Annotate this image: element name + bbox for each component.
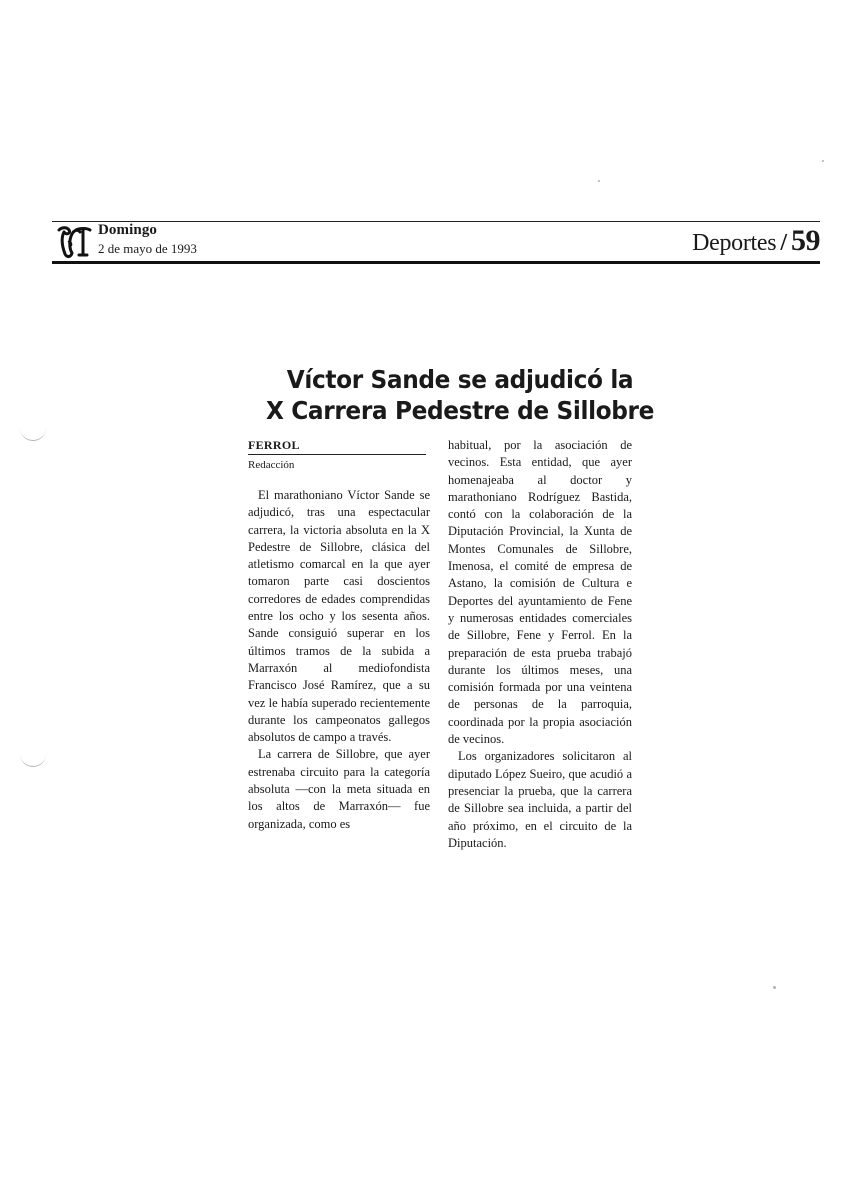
paragraph: La carrera de Sillobre, que ayer estrenaba circuito para la categoría absoluta —con la meta situada en los altos de Marraxón— fue organizada, como es	[248, 747, 430, 831]
scan-dot	[822, 160, 824, 162]
scan-mark	[20, 420, 46, 441]
section-name: Deportes	[692, 230, 777, 256]
paragraph: habitual, por la asociación de vecinos. Esta entidad, que ayer homenajeaba al doctor y marathoniano Rodríguez Bastida, contó con la colaboración de la Diputación Provincial, la Xunta de Montes Comunales de Sillobre, Imenosa, el comité de empresa de Astano, la comisión de Cultura e Deportes del ayuntamiento de Fene y numerosas entidades comerciales de Sillobre, Fene y Ferrol. En la preparación de esta prueba trabajó durante los últimos meses, una comisión formada por una veintena de personas de la parroquia, coordinada por la propia asociación de vecinos.	[448, 438, 632, 747]
byline	[248, 437, 428, 472]
article-column-1	[248, 487, 430, 833]
header-bottom-rule	[52, 261, 820, 264]
section-label	[692, 224, 820, 258]
byline-city: FERROL	[248, 438, 300, 452]
byline-rule	[248, 454, 426, 455]
scan-dot	[598, 180, 600, 182]
byline-desk: Redacción	[248, 459, 295, 471]
article-column-2	[448, 437, 632, 852]
header-day: Domingo	[98, 222, 158, 238]
scan-mark	[20, 746, 46, 767]
newspaper-logo-icon	[56, 224, 92, 260]
page-header	[52, 216, 820, 268]
paragraph: Los organizadores solicitaron al diputado López Sueiro, que acudió a presenciar la prueba, que la carrera de Sillobre sea incluida, a partir del año próximo, en el circuito de la Diputación.	[448, 749, 632, 850]
paragraph: El marathoniano Víctor Sande se adjudicó, tras una espectacular carrera, la victoria absoluta en la X Pedestre de Sillobre, clásica del atletismo comarcal en la que ayer tomaron parte casi doscientos corredores de edades comprendidas entre los ocho y los sesenta años. Sande consiguió superar en los últimos tramos de la subida a Marraxón al mediofondista Francisco José Ramírez, que a su vez le había superado recientemente durante los campeonatos gallegos absolutos de campo a través.	[248, 488, 430, 745]
page-number: 59	[791, 224, 820, 257]
article-headline	[218, 364, 702, 426]
headline-line-1: Víctor Sande se adjudicó la	[286, 365, 634, 394]
section-separator: /	[780, 230, 787, 256]
headline-line-2: X Carrera Pedestre de Sillobre	[265, 396, 655, 425]
header-date: 2 de mayo de 1993	[98, 241, 197, 256]
scan-dot	[773, 986, 776, 989]
header-top-rule	[52, 221, 820, 222]
